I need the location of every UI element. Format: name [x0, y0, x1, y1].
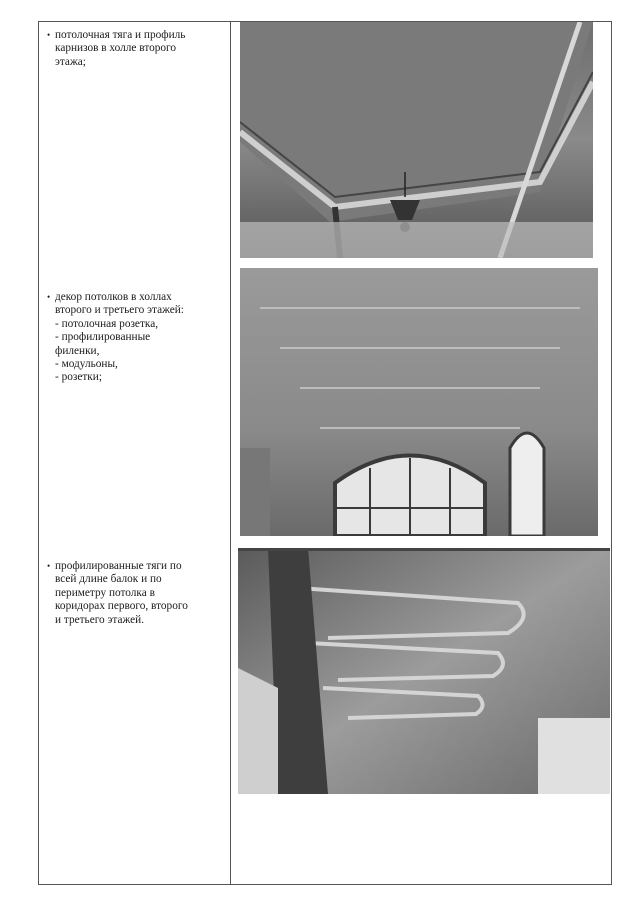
bullet-marker: •: [47, 30, 51, 40]
list-item-beam-moldings: [47, 560, 223, 627]
bullet-marker: •: [47, 561, 51, 571]
item-text-line: - модульоны,: [55, 358, 118, 371]
photo-corridor-beam-moldings: [238, 548, 610, 794]
item-text-line: периметру потолка в: [55, 586, 155, 599]
list-item-ceiling-decor: [47, 291, 223, 385]
bullet-marker: •: [47, 292, 51, 302]
item-text-line: - потолочная розетка,: [55, 317, 159, 330]
item-text-line: профилированные тяги по: [55, 560, 182, 572]
column-divider: [230, 22, 231, 884]
item-text-line: всей длине балок и по: [55, 573, 162, 586]
item-text-line: - розетки;: [55, 371, 102, 384]
item-text-line: второго и третьего этажей:: [55, 304, 184, 317]
item-text-line: и третьего этажей.: [55, 613, 145, 626]
photo-hall-ceiling-decor: [240, 268, 598, 536]
list-item-cornice: [47, 29, 223, 69]
item-text-line: этажа;: [55, 55, 86, 68]
item-text-line: декор потолков в холлах: [55, 291, 172, 303]
item-text-line: - профилированные: [55, 331, 151, 344]
item-text-line: филенки,: [55, 344, 100, 357]
photo-second-floor-hall-cornice: [240, 22, 593, 258]
item-text-line: карнизов в холле второго: [55, 42, 177, 55]
item-text-line: потолочная тяга и профиль: [55, 29, 186, 41]
item-text-line: коридорах первого, второго: [55, 600, 188, 613]
